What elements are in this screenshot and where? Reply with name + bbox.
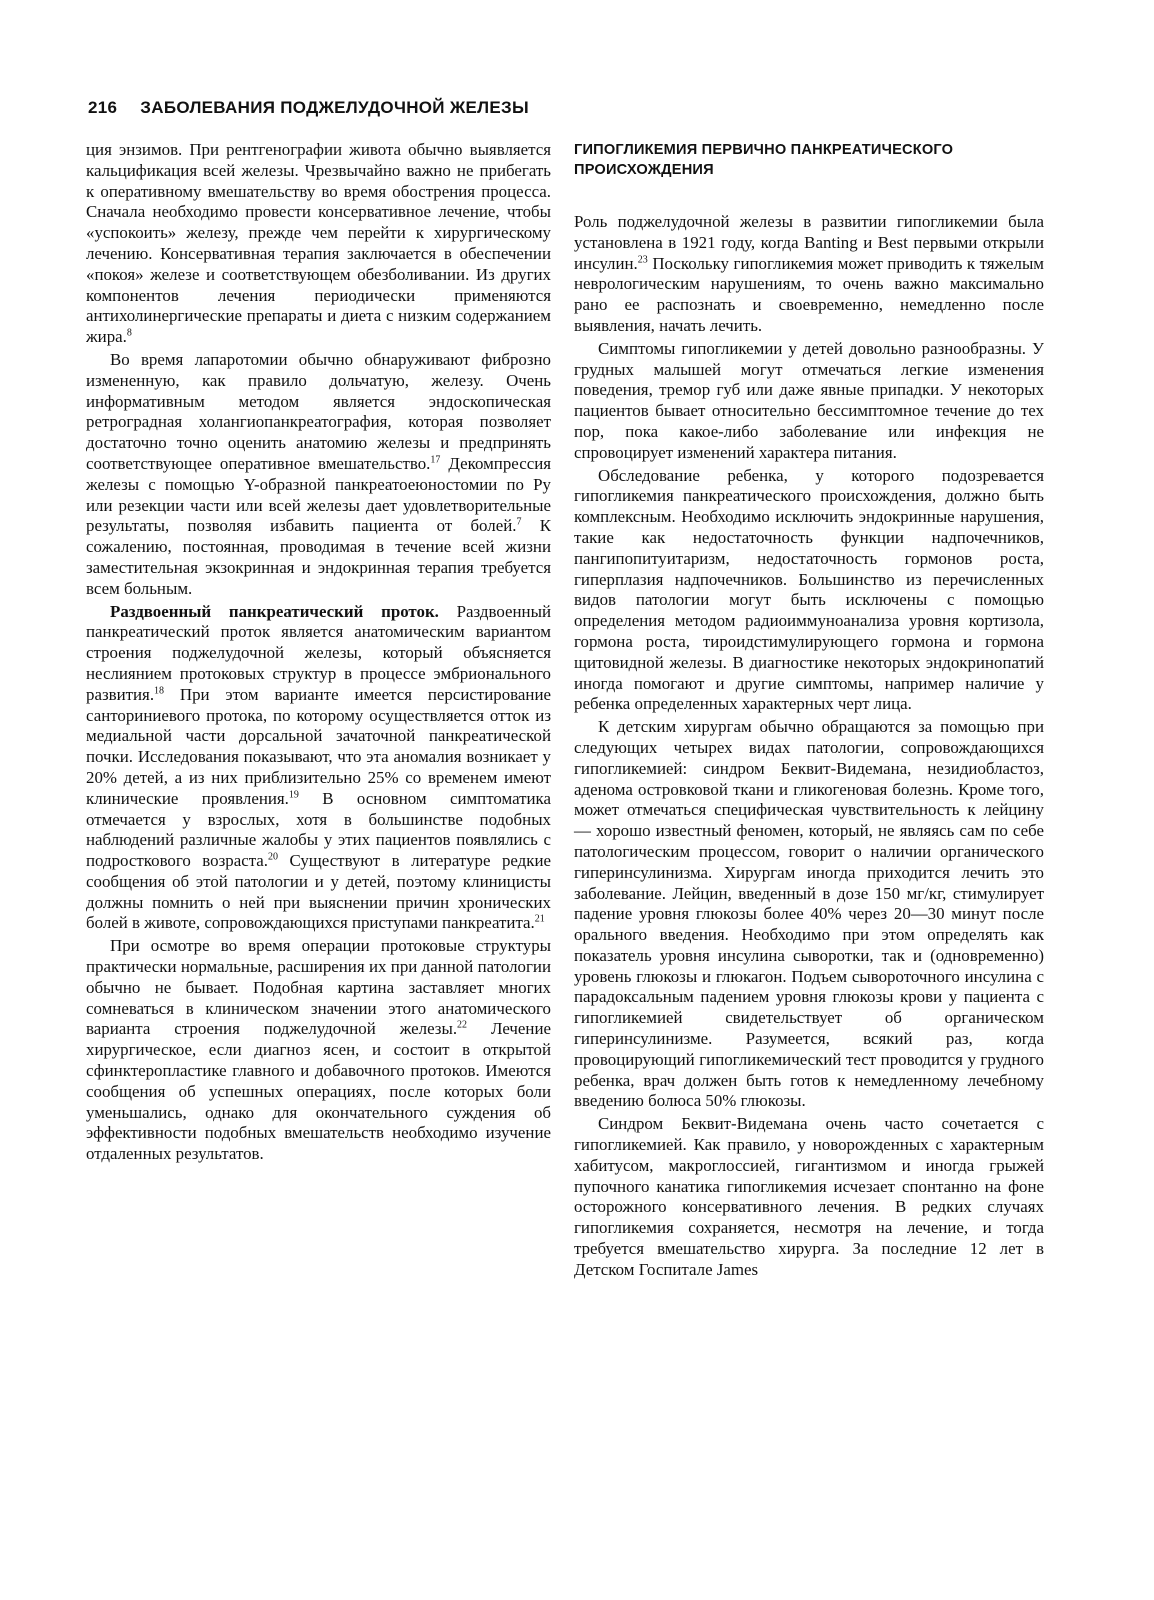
paragraph-text: Существуют в литературе редкие сообщения об этой патологии и у детей, поэтому клиницисты должны помнить о ней при выяснении причин хронических болей в животе, сопровождающихся приступами панкреатита. <box>86 851 551 933</box>
paragraph-examination: Обследование ребенка, у которого подозревается гипогликемия панкреатического происхождения, должно быть комплексным. Необходимо исключить эндокринные нарушения, такие как недостаточность функции надпочечников, пангипопитуитаризм, недостаточность гормонов роста, гиперплазия надпочечников. Большинство из перечисленных видов патологии могут быть исключены с помощью определения методом радиоиммуноанализа уровня кортизола, гормона роста, тироидстимулирующего гормона и гормона щитовидной железы. В диагностике некоторых эндокринопатий иногда помогают и другие симптомы, например наличие у ребенка определенных характерных черт лица. <box>574 465 1044 714</box>
reference-marker: 23 <box>637 253 648 265</box>
reference-marker: 17 <box>430 454 441 466</box>
right-column <box>574 140 1044 1281</box>
paragraph-text: ция энзимов. При рентгенографии живота обычно выявляется кальцификация всей железы. Чрезвычайно важно не прибегать к оперативному вмешательству во время обострения процесса. Сначала необходимо провести консервативное лечение, чтобы «успокоить» железу, прежде чем перейти к хирургическому лечению. Консервативная терапия заключается в обеспечении «покоя» железе и соответствующем обезболивании. Из других компонентов лечения периодически применяются антихолинергические препараты и диета с низким содержанием жира. <box>86 140 551 347</box>
paragraph-text: Во время лапаротомии обычно обнаруживают фиброзно измененную, как правило дольчатую, железу. Очень информативным методом является эндоскопическая ретроградная холангиопанкреатография, которая позволяет достаточно точно оценить анатомию железы и предпринять соответствующее оперативное вмешательство. <box>86 349 551 473</box>
paragraph-text: Раздвоенный панкреатический проток является анатомическим вариантом строения поджелудочной железы, который объясняется неслиянием протоковых структур в процессе эмбрионального развития. <box>86 601 551 704</box>
run-in-heading: Раздвоенный панкреатический проток. <box>110 601 439 621</box>
paragraph-hypoglycemia-intro <box>574 212 1044 337</box>
paragraph-beckwith-wiedemann: Синдром Беквит-Видемана очень часто сочетается с гипогликемией. Как правило, у новорожденных с характерным хабитусом, макроглоссией, гигантизмом и иногда грыжей пупочного канатика гипогликемия исчезает спонтанно на фоне осторожного консервативного лечения. В редких случаях гипогликемия сохраняется, несмотря на лечение, и тогда требуется вмешательство хирурга. За последние 12 лет в Детском Госпитале James <box>574 1114 1044 1279</box>
paragraph-text: В основном симптоматика отмечается у взрослых, хотя в большинстве подобных наблюдений различные жалобы у этих пациентов появлялись с подросткового возраста. <box>86 788 551 871</box>
reference-marker: 7 <box>516 516 522 528</box>
paragraph-laparotomy <box>86 350 551 600</box>
reference-marker: 8 <box>126 327 132 339</box>
paragraph-pancreas-divisum <box>86 602 551 935</box>
paragraph-chronic-pancreatitis-treatment <box>86 140 551 348</box>
paragraph-text: Поскольку гипогликемия может приводить к тяжелым неврологическим нарушениям, то очень важно максимально рано ее распознать и своевременно, немедленно после выявления, начать лечить. <box>574 253 1044 335</box>
reference-marker: 20 <box>268 851 279 863</box>
reference-marker: 21 <box>534 913 545 925</box>
running-title: ЗАБОЛЕВАНИЯ ПОДЖЕЛУДОЧНОЙ ЖЕЛЕЗЫ <box>140 98 529 117</box>
page-number: 216 <box>88 98 118 117</box>
reference-marker: 22 <box>457 1019 468 1031</box>
paragraph-text: Лечение хирургическое, если диагноз ясен, и состоит в открытой сфинктеропластике главного и добавочного протоков. Имеются сообщения об успешных операциях, после которых боли уменьшались, однако для окончательного суждения об эффективности подобных вмешательств необходимо изучение отдаленных результатов. <box>86 1019 551 1164</box>
paragraph-text: Роль поджелудочной железы в развитии гипогликемии была установлена в 1921 году, когда Banting и Best первыми открыли инсулин. <box>574 212 1044 273</box>
paragraph-symptoms: Симптомы гипогликемии у детей довольно разнообразны. У грудных малышей могут отмечаться легкие изменения поведения, тремор губ или даже явные припадки. У некоторых пациентов бывает относительно бессимптомное течение до тех пор, пока какое-либо заболевание или инфекция не спровоцирует изменений характера питания. <box>574 338 1044 462</box>
paragraph-surgery-findings <box>86 936 551 1165</box>
reference-marker: 18 <box>154 685 165 697</box>
paragraph-text: Декомпрессия железы с помощью Y-образной панкреатоеюностомии по Ру или резекции части или всей железы дает удовлетворительные результаты, позволяя избавить пациента от болей. <box>86 453 552 536</box>
reference-marker: 19 <box>288 789 299 801</box>
paragraph-text: При осмотре во время операции протоковые структуры практически нормальные, расширения их при данной патологии обычно не бывает. Подобная картина заставляет многих сомневаться в клиническом значении этого анатомического варианта строения поджелудочной железы. <box>86 936 551 1039</box>
section-title: ГИПОГЛИКЕМИЯ ПЕРВИЧНО ПАНКРЕАТИЧЕСКОГО ПРОИСХОЖДЕНИЯ <box>574 142 954 178</box>
left-column <box>86 140 551 1165</box>
paragraph-text: При этом варианте имеется персистирование санториниевого протока, по которому осуществляется отток из медиальной части дорсальной зачаточной панкреатической почки. Исследования показывают, что эта аномалия возникает у 20% детей, а из них приблизительно 25% со временем имеют клинические проявления. <box>86 684 551 808</box>
paragraph-text: К сожалению, постоянная, проводимая в течение всей жизни заместительная экзокринная и эндокринная терапия требуется всем больным. <box>86 516 551 598</box>
running-head <box>88 98 529 118</box>
paragraph-surgical-conditions: К детским хирургам обычно обращаются за помощью при следующих четырех видах патологии, сопровождающихся гипогликемией: синдром Беквит-Видемана, незидиобластоз, аденома островковой ткани и гликогеновая болезнь. Кроме того, может отмечаться специфическая чувствительность к лейцину — хорошо известный феномен, который, не являясь сам по себе патологическим процессом, говорит о наличии органического гиперинсулинизма. Хирургам иногда приходится лечить это заболевание. Лейцин, введенный в дозе 150 мг/кг, стимулирует падение уровня глюкозы более 40% через 20—30 минут после орального введения. Необходимо при этом определять как показатель уровня инсулина сыворотки, так и (одновременно) уровень глюкозы и глюкагон. Подъем сывороточного инсулина с парадоксальным падением уровня глюкозы крови у пациента с гипогликемией свидетельствует об органическом гиперинсулинизме. Разумеется, всякий раз, когда провоцирующий гипогликемический тест проводится у грудного ребенка, врач должен быть готов к немедленному лечебному введению болюса 50% глюкозы. <box>574 717 1044 1111</box>
